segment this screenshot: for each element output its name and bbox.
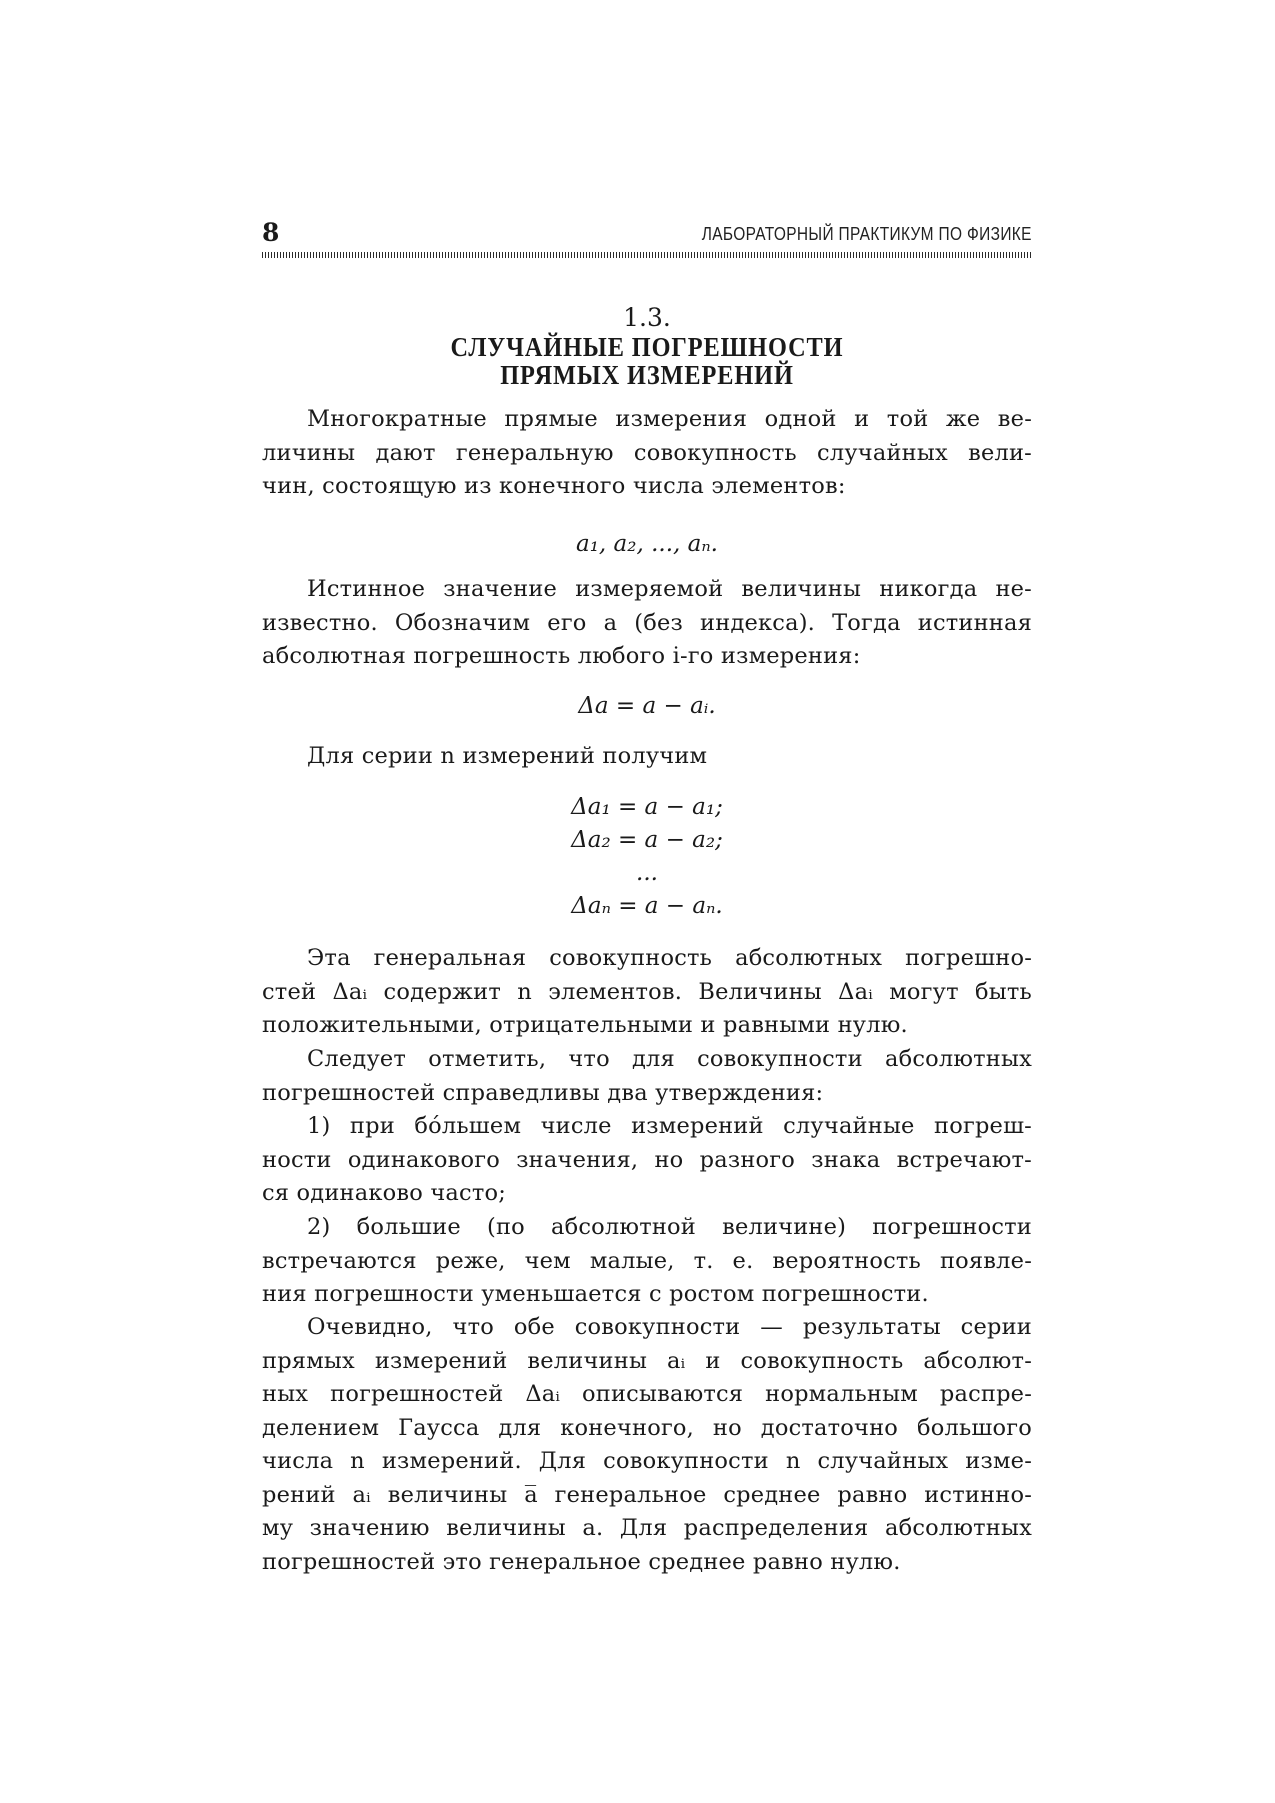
paragraph-5	[262, 1043, 1032, 1110]
text-line: 2) большие (по абсолютной величине) погрешности	[307, 1214, 1032, 1240]
formula-absolute-error: Δa = a − aᵢ.	[578, 693, 716, 719]
list-item-2	[262, 1211, 1032, 1312]
list-item-1	[262, 1110, 1032, 1211]
formula-series	[262, 791, 1032, 923]
text-line: рений aᵢ величины a̅ генеральное среднее равно истинно-	[262, 1481, 1032, 1508]
text-line: 1) при бóльшем числе измерений случайные погреш-	[307, 1113, 1032, 1139]
paragraph-3	[262, 740, 1032, 774]
header-rule	[262, 252, 1032, 258]
formula-line: Δa₂ = a − a₂;	[571, 827, 723, 853]
text-line: погрешностей справедливы два утверждения:	[262, 1079, 824, 1106]
text-line: Истинное значение измеряемой величины никогда не-	[307, 576, 1032, 602]
section-heading	[262, 303, 1032, 389]
section-title-line1: СЛУЧАЙНЫЕ ПОГРЕШНОСТИ	[450, 332, 844, 362]
section-number: 1.3.	[623, 303, 671, 332]
paragraph-6	[262, 1311, 1032, 1579]
section-title-line2: ПРЯМЫХ ИЗМЕРЕНИЙ	[500, 360, 794, 390]
paragraph-2	[262, 573, 1032, 674]
formula-line: Δa₁ = a − a₁;	[571, 794, 723, 820]
text-line: погрешностей это генеральное среднее равно нулю.	[262, 1548, 901, 1575]
text-line: делением Гаусса для конечного, но достаточно большого	[262, 1414, 1032, 1441]
text-line: положительными, отрицательными и равными нулю.	[262, 1012, 908, 1038]
text-line: известно. Обозначим его a (без индекса). Тогда истинная	[262, 609, 1032, 636]
text-line: Эта генеральная совокупность абсолютных погрешно-	[307, 945, 1032, 971]
text-line: абсолютная погрешность любого i-го измерения:	[262, 643, 861, 669]
text-line: личины дают генеральную совокупность случайных вели-	[262, 439, 1032, 466]
paragraph-1	[262, 403, 1032, 504]
paragraph-4	[262, 942, 1032, 1043]
text-line: встречаются реже, чем малые, т. е. вероятность появле-	[262, 1247, 1032, 1274]
text-line: ния погрешности уменьшается с ростом погрешности.	[262, 1281, 929, 1307]
text-line: числа n измерений. Для совокупности n случайных изме-	[262, 1448, 1032, 1474]
text-line: Следует отметить, что для совокупности абсолютных	[307, 1046, 1032, 1072]
text-line: стей Δaᵢ содержит n элементов. Величины Δaᵢ могут быть	[262, 978, 1032, 1005]
running-head	[262, 218, 1032, 258]
text-line: Для серии n измерений получим	[307, 743, 708, 769]
formula-line: ...	[636, 860, 658, 886]
text-line: му значению величины a. Для распределения абсолютных	[262, 1515, 1032, 1541]
text-line: Многократные прямые измерения одной и той же ве-	[307, 406, 1032, 432]
text-line: чин, состоящую из конечного числа элементов:	[262, 473, 846, 499]
running-title: ЛАБОРАТОРНЫЙ ПРАКТИКУМ ПО ФИЗИКЕ	[701, 224, 1032, 244]
formula-line: Δaₙ = a − aₙ.	[571, 893, 723, 919]
text-line: Очевидно, что обе совокупности — результаты серии	[307, 1314, 1032, 1340]
text-line: прямых измерений величины aᵢ и совокупность абсолют-	[262, 1347, 1032, 1374]
formula-elements: a₁, a₂, ..., aₙ.	[575, 531, 718, 557]
text-line: ся одинаково часто;	[262, 1180, 506, 1206]
page-number: 8	[262, 218, 280, 247]
text-line: ности одинакового значения, но разного знака встречают-	[262, 1146, 1032, 1173]
text-line: ных погрешностей Δaᵢ описываются нормальным распре-	[262, 1381, 1032, 1407]
